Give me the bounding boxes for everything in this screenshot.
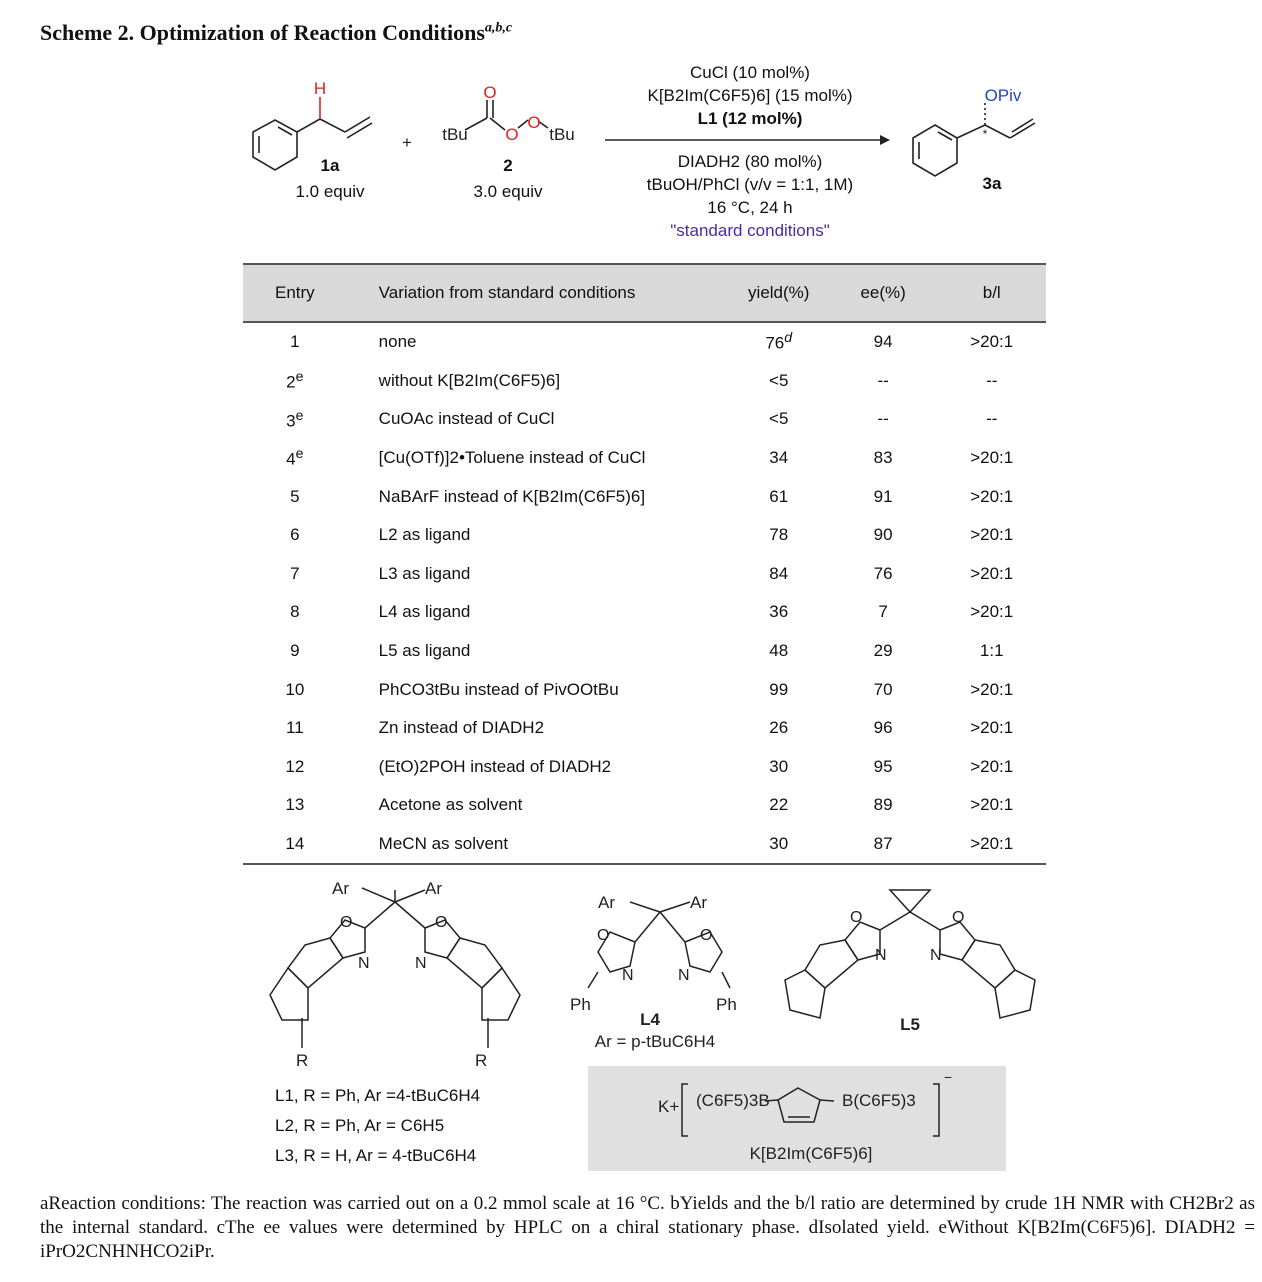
bl-cell: >20:1 [937, 825, 1046, 865]
variation-cell: PhCO3tBu instead of PivOOtBu [378, 679, 619, 699]
ee-cell: 95 [873, 756, 893, 776]
footnote: aReaction conditions: The reaction was carried out on a 0.2 mmol scale at 16 °C. bYields and the b/l ratio are determined by crude 1H NMR with CH2Br2 as the internal standard. cThe ee values were determined by HPLC on a chiral stationary phase. dIsolated yield. eWithout K[B2Im(C6F5)6]. DIADH2 = iPrO2CNHNHCO2iPr. [40, 1193, 1255, 1262]
variation-cell: [Cu(OTf)]2•Toluene instead of CuCl [378, 448, 646, 468]
entry-cell: 8 [290, 602, 300, 622]
yield-cell: <5 [769, 370, 789, 390]
ee-cell: 91 [873, 486, 893, 506]
entry-cell: 12 [285, 756, 305, 776]
l4-label: L4 [640, 1010, 660, 1029]
entry-cell: 10 [285, 679, 305, 699]
variation-cell: MeCN as solvent [347, 825, 729, 865]
table-row [243, 825, 1046, 865]
entry-cell: 6 [290, 525, 300, 545]
tbu-right-label: tBu [549, 125, 575, 144]
svg-text:O: O [700, 927, 713, 944]
header-entry: Entry [243, 264, 347, 322]
yield-cell: 78 [769, 525, 789, 545]
yield-cell: 48 [769, 641, 789, 661]
table-row [243, 322, 1046, 362]
conditions-above: CuCl (10 mol%) K[B2Im(C6F5)6] (15 mol%) L1 (12 mol%) [647, 63, 853, 128]
ee-cell: 7 [878, 602, 888, 622]
svg-text:(C6F5)3B: (C6F5)3B [696, 1091, 770, 1110]
ee-cell: 87 [829, 825, 938, 865]
header-yield: yield(%) [729, 264, 829, 322]
svg-text:Ar: Ar [425, 879, 442, 898]
l1-desc: L1, R = Ph, Ar =4-tBuC6H4 [275, 1086, 481, 1105]
table-row [243, 709, 1046, 748]
entry-cell: 13 [285, 795, 305, 815]
yield-cell: <5 [769, 409, 789, 429]
yield-cell: 84 [769, 563, 789, 583]
bl-cell: >20:1 [970, 563, 1014, 583]
plus-sign: + [402, 133, 412, 152]
scheme-title: Scheme 2. Optimization of Reaction Conditions$^{a,b,c}$ [40, 20, 513, 45]
svg-text:O: O [483, 83, 497, 102]
table-row [243, 632, 1046, 671]
table-row [243, 786, 1046, 825]
yield-cell: 22 [769, 795, 789, 815]
ee-cell: 94 [873, 332, 893, 352]
ee-cell: 83 [873, 448, 893, 468]
entry-cell: 5 [290, 486, 300, 506]
svg-text:N: N [875, 947, 887, 964]
entry-cell: 14 [243, 825, 347, 865]
compound1-label: 1a [320, 156, 340, 175]
svg-text:O: O [597, 927, 610, 944]
bl-cell: >20:1 [970, 795, 1014, 815]
compound2-equiv: 3.0 equiv [473, 182, 543, 201]
bl-cell: -- [986, 409, 998, 429]
svg-text:O: O [952, 909, 965, 926]
bl-cell: >20:1 [970, 448, 1014, 468]
table-row [243, 439, 1046, 478]
variation-cell: without K[B2Im(C6F5)6] [378, 370, 561, 390]
svg-text:−: − [944, 1069, 953, 1085]
header-ee: ee(%) [829, 264, 938, 322]
svg-text:R: R [296, 1051, 309, 1070]
ee-cell: -- [877, 409, 889, 429]
compound1-equiv: 1.0 equiv [295, 182, 365, 201]
table-row [243, 400, 1046, 439]
svg-text:O: O [435, 914, 448, 931]
variation-cell: (EtO)2POH instead of DIADH2 [378, 756, 612, 776]
bl-cell: >20:1 [970, 756, 1014, 776]
yield-cell: 76$^d$ [765, 330, 793, 354]
entry-cell: 3e [286, 407, 304, 431]
variation-cell: CuOAc instead of CuCl [378, 409, 555, 429]
ee-cell: 76 [873, 563, 893, 583]
bl-cell: -- [986, 370, 998, 390]
svg-text:O: O [527, 113, 541, 132]
bl-cell: >20:1 [970, 332, 1014, 352]
variation-cell: L3 as ligand [378, 563, 471, 583]
bl-cell: >20:1 [970, 486, 1014, 506]
svg-text:Ar: Ar [690, 893, 707, 912]
l4-ar-desc: Ar = p-tBuC6H4 [594, 1032, 716, 1051]
yield-cell: 26 [769, 718, 789, 738]
svg-text:O: O [505, 125, 519, 144]
entry-cell: 9 [290, 641, 300, 661]
variation-cell: L5 as ligand [378, 641, 471, 661]
table-row [243, 555, 1046, 594]
variation-cell: L4 as ligand [378, 602, 471, 622]
svg-text:R: R [475, 1051, 488, 1070]
bl-cell: >20:1 [970, 602, 1014, 622]
ee-cell: 89 [873, 795, 893, 815]
yield-cell: 34 [769, 448, 789, 468]
bl-cell: >20:1 [970, 679, 1014, 699]
table-row [243, 516, 1046, 555]
yield-cell: 61 [769, 486, 789, 506]
svg-text:N: N [930, 947, 942, 964]
variation-cell: L2 as ligand [378, 525, 471, 545]
svg-text:Ar: Ar [332, 879, 349, 898]
svg-text:N: N [358, 955, 370, 972]
entry-cell: 2e [286, 369, 304, 392]
svg-text:Ph: Ph [716, 995, 737, 1014]
table-row [243, 477, 1046, 516]
svg-text:*: * [982, 127, 988, 141]
ee-cell: 70 [873, 679, 893, 699]
table-row [243, 670, 1046, 709]
entry-cell: 7 [290, 563, 300, 583]
yield-cell: 30 [729, 825, 829, 865]
compound2-label: 2 [503, 156, 513, 175]
yield-cell: 36 [769, 602, 789, 622]
yield-cell: 99 [769, 679, 789, 699]
entry-cell: 1 [290, 332, 300, 352]
variation-cell: Zn instead of DIADH2 [378, 718, 545, 738]
svg-text:O: O [850, 909, 863, 926]
tbu-left-label: tBu [442, 125, 468, 144]
conditions-below: DIADH2 (80 mol%) tBuOH/PhCl (v/v = 1:1, 1M) 16 °C, 24 h "standard conditions" [646, 152, 854, 240]
ee-cell: 96 [873, 718, 893, 738]
entry-cell: 4e [286, 446, 304, 469]
entry-cell: 11 [286, 718, 304, 738]
product-label: 3a [982, 174, 1002, 193]
yield-cell: 30 [769, 756, 789, 776]
header-variation: Variation from standard conditions [347, 264, 729, 322]
svg-text:Ph: Ph [570, 995, 591, 1014]
variation-cell: Acetone as solvent [378, 795, 523, 815]
svg-text:K[B2Im(C6F5)6]: K[B2Im(C6F5)6] [749, 1144, 873, 1163]
variation-cell: none [378, 332, 417, 352]
table-row [243, 593, 1046, 632]
l5-label: L5 [900, 1015, 920, 1034]
svg-text:N: N [622, 967, 634, 984]
ee-cell: 90 [873, 525, 893, 545]
bl-cell: >20:1 [970, 525, 1014, 545]
svg-text:N: N [415, 955, 427, 972]
h-atom-label: H [313, 79, 327, 98]
optimization-table [243, 263, 1046, 865]
variation-cell: NaBArF instead of K[B2Im(C6F5)6] [378, 486, 646, 506]
bl-cell: >20:1 [970, 718, 1014, 738]
svg-text:O: O [340, 914, 353, 931]
table-row [243, 362, 1046, 401]
svg-text:N: N [678, 967, 690, 984]
l2-desc: L2, R = Ph, Ar = C6H5 [275, 1116, 445, 1135]
ee-cell: -- [877, 370, 889, 390]
bl-cell: 1:1 [979, 641, 1004, 661]
svg-text:Ar: Ar [598, 893, 615, 912]
ee-cell: 29 [873, 641, 893, 661]
header-bl: b/l [937, 264, 1046, 322]
borate-anion-box [588, 1066, 1006, 1171]
svg-text:K+: K+ [658, 1097, 680, 1116]
svg-text:B(C6F5)3: B(C6F5)3 [842, 1091, 916, 1110]
table-row [243, 748, 1046, 787]
product-group: OPiv [984, 86, 1022, 105]
l3-desc: L3, R = H, Ar = 4-tBuC6H4 [275, 1146, 477, 1165]
